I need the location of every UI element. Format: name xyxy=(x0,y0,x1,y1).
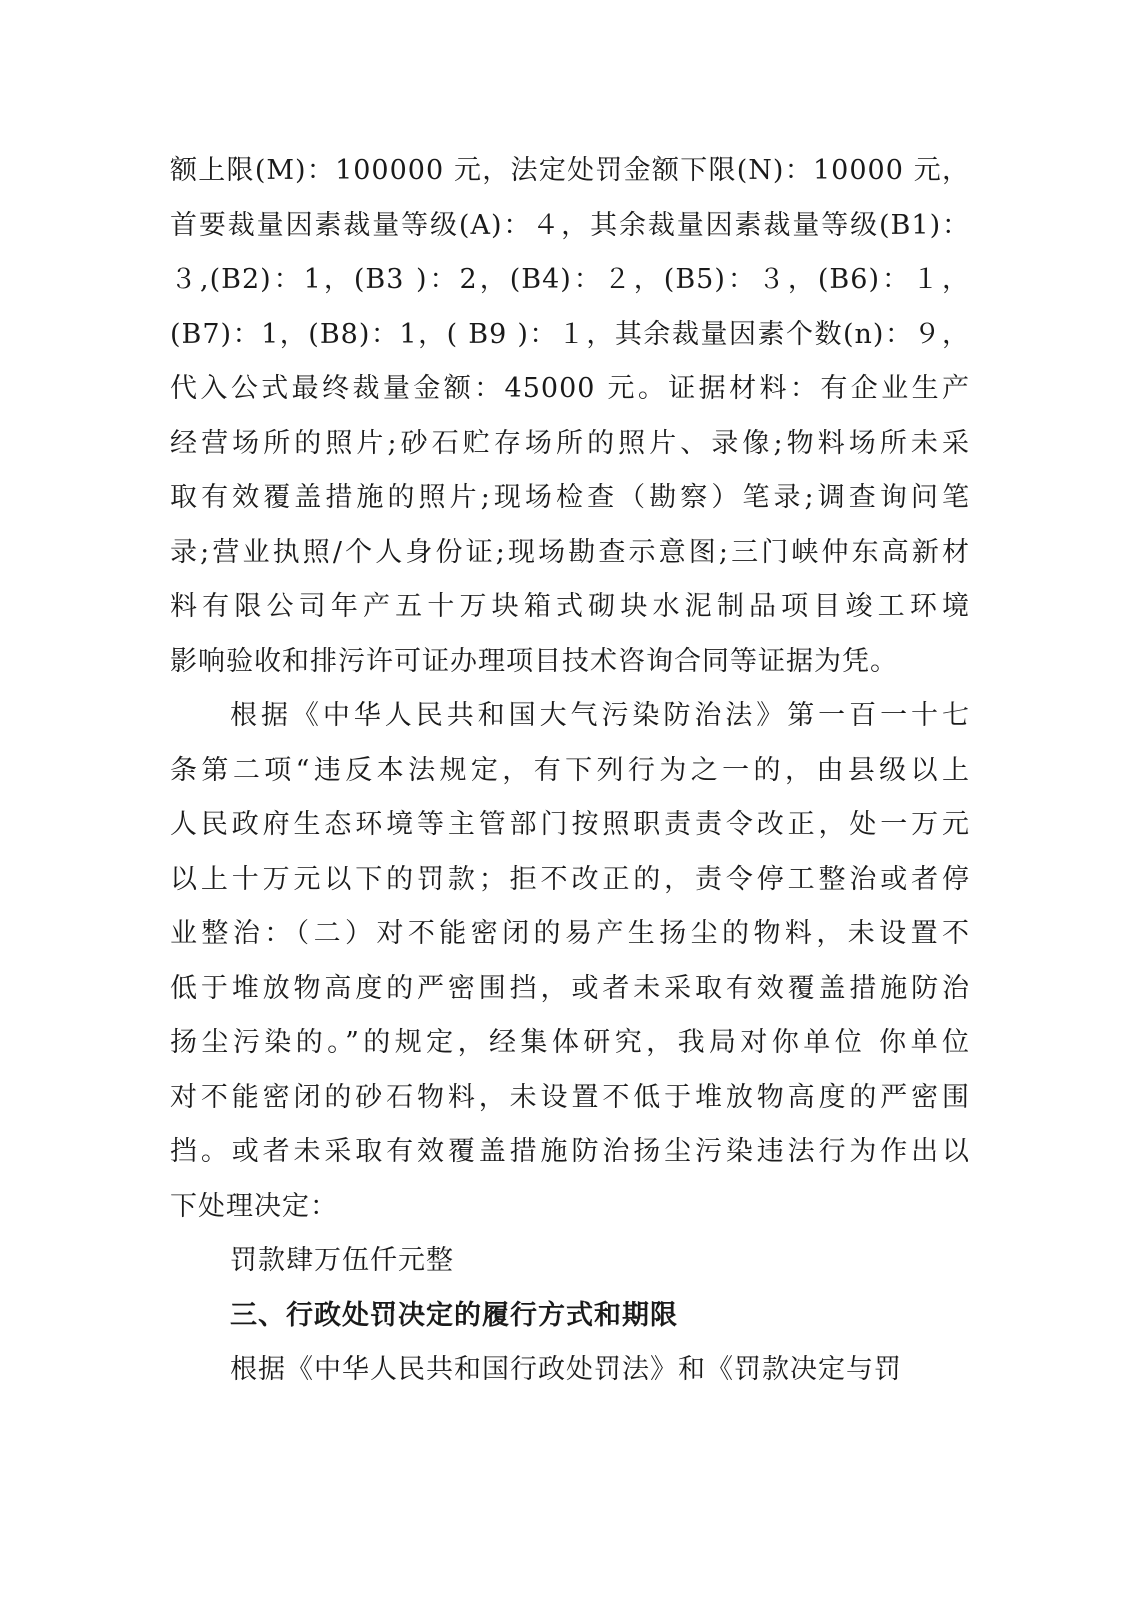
body-line: 挡。或者未采取有效覆盖措施防治扬尘污染违法行为作出以 xyxy=(170,1136,970,1167)
body-line: 取有效覆盖措施的照片;现场检查（勘察）笔录;调查询问笔 xyxy=(170,482,970,513)
penalty-amount: 罚款肆万伍仟元整 xyxy=(230,1245,454,1276)
body-line: 根据《中华人民共和国行政处罚法》和《罚款决定与罚 xyxy=(230,1354,902,1385)
section-heading: 三、行政处罚决定的履行方式和期限 xyxy=(230,1299,678,1331)
body-line: 条第二项“违反本法规定，有下列行为之一的，由县级以上 xyxy=(170,754,970,786)
body-line: 以上十万元以下的罚款；拒不改正的，责令停工整治或者停 xyxy=(170,863,970,895)
body-line: 影响验收和排污许可证办理项目技术咨询合同等证据为凭。 xyxy=(170,645,898,677)
body-line: 对不能密闭的砂石物料，未设置不低于堆放物高度的严密围 xyxy=(170,1081,970,1113)
body-line: 下处理决定： xyxy=(170,1190,338,1222)
body-line: 业整治：（二）对不能密闭的易产生扬尘的物料，未设置不 xyxy=(170,918,970,949)
body-line: 录;营业执照/个人身份证;现场勘查示意图;三门峡仲东高新材 xyxy=(170,536,970,568)
body-line: (B7)：1，(B8)：1，( B9 )：１，其余裁量因素个数(n)：９， xyxy=(170,318,970,350)
body-line: 扬尘污染的。”的规定，经集体研究，我局对你单位 你单位 xyxy=(170,1027,970,1058)
body-line: 根据《中华人民共和国大气污染防治法》第一百一十七 xyxy=(230,700,970,731)
body-line: ３,(B2)：1，(B3 )：2，(B4)：２，(B5)：３，(B6)：１， xyxy=(170,264,970,295)
body-line: 经营场所的照片;砂石贮存场所的照片、录像;物料场所未采 xyxy=(170,427,970,459)
document-body xyxy=(170,144,970,1398)
body-line: 低于堆放物高度的严密围挡，或者未采取有效覆盖措施防治 xyxy=(170,972,970,1004)
body-line: 代入公式最终裁量金额：45000 元。证据材料：有企业生产 xyxy=(170,373,970,404)
body-line: 人民政府生态环境等主管部门按照职责责令改正，处一万元 xyxy=(170,809,970,840)
body-line: 料有限公司年产五十万块箱式砌块水泥制品项目竣工环境 xyxy=(170,591,970,622)
body-line: 首要裁量因素裁量等级(A)：４，其余裁量因素裁量等级(B1)： xyxy=(170,209,970,241)
body-line: 额上限(M)：100000 元，法定处罚金额下限(N)：10000 元， xyxy=(170,155,970,186)
